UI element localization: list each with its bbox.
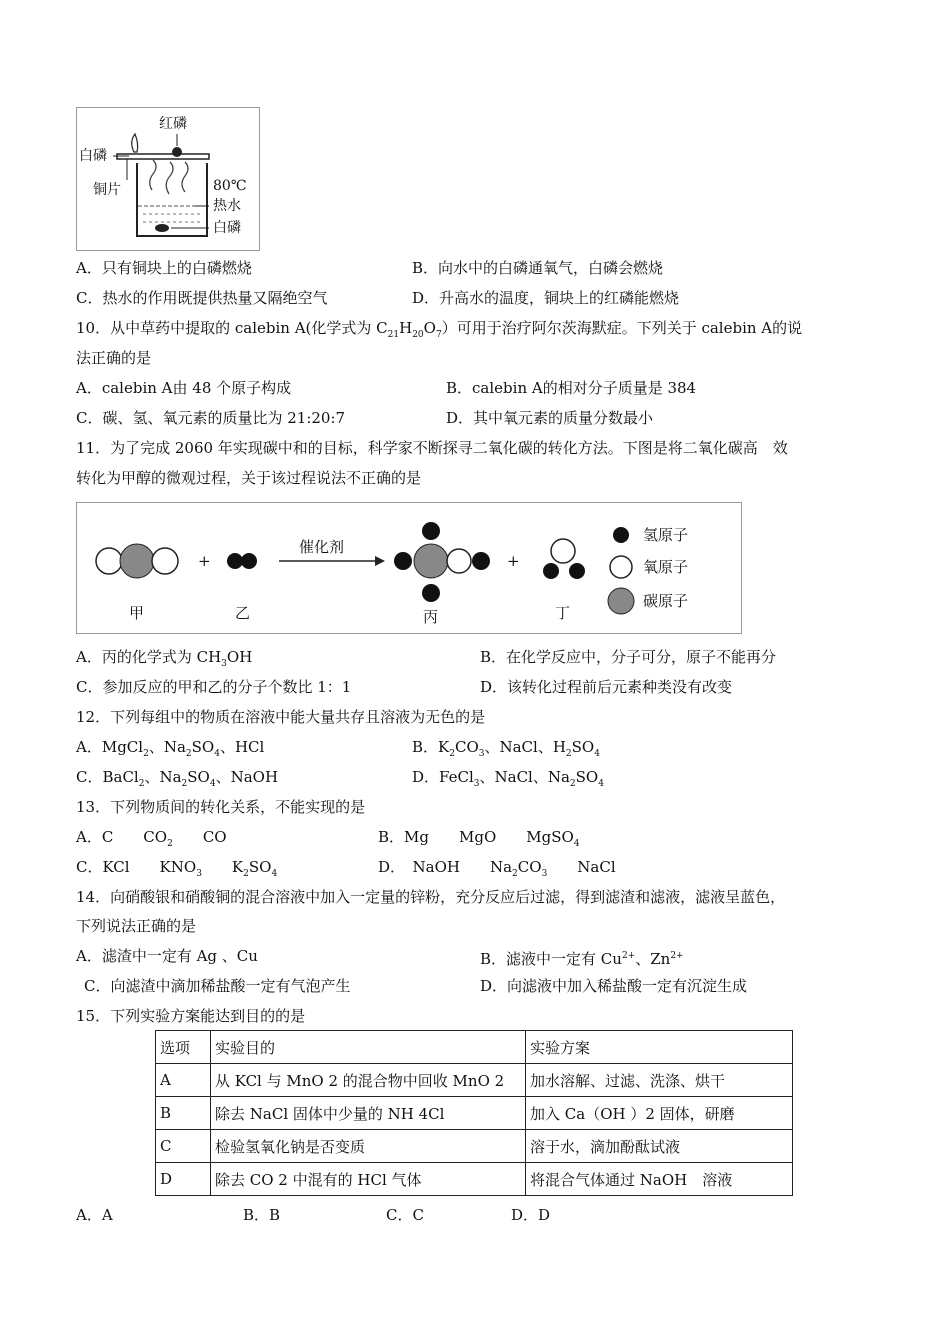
- table-cell-option: C: [156, 1130, 211, 1163]
- q14-sup: 2+: [621, 951, 636, 961]
- table-header-cell: 实验目的: [211, 1031, 526, 1064]
- q11-option-b: B．在化学反应中，分子可分，原子不能再分: [480, 648, 777, 666]
- q11-option-a-text: OH: [226, 648, 253, 666]
- q10-stem-line1: [76, 318, 802, 345]
- q14-option-a: A．滤渣中一定有 Ag 、Cu: [76, 947, 258, 965]
- q11-stem-line1: 11．为了完成 2060 年实现碳中和的目标，科学家不断探寻二氧化碳的转化方法。下图是将二氧化碳高 效: [76, 439, 788, 457]
- carbon-atom: [120, 544, 154, 578]
- legend-oxygen-swatch: [610, 556, 632, 578]
- q14-option-b-text: B．滤液中一定有 Cu: [480, 950, 622, 968]
- q10-option-c: C．碳、氢、氧元素的质量比为 21:20:7: [76, 409, 346, 427]
- q13-option-a: A．C $CO_2$ CO: [76, 828, 227, 849]
- label-red-phosphorus: 红磷: [159, 116, 187, 132]
- q13-option-d: D． NaOH $Na_2CO_3$ NaCl: [378, 858, 616, 879]
- molecular-reaction-svg: [77, 503, 741, 633]
- red-phosphorus: [172, 147, 182, 157]
- label-ding: 丁: [555, 604, 571, 622]
- q14-option-b-text: 、Zn: [635, 950, 671, 968]
- table-cell-plan: 将混合气体通过 NaOH 溶液: [526, 1163, 793, 1196]
- q13-option-b: B．Mg MgO MgSO$_4$: [378, 828, 580, 849]
- table-cell-goal: 检验氢氧化钠是否变质: [211, 1130, 526, 1163]
- q10-stem-text: ）可用于治疗阿尔茨海默症。下列关于 calebin A的说: [441, 319, 803, 337]
- oxygen-atom: [551, 539, 575, 563]
- copper-plate: [117, 154, 209, 159]
- label-copper: 铜片: [93, 182, 121, 198]
- q9-option-a: A．只有铜块上的白磷燃烧: [76, 259, 252, 277]
- q12-stem: 12．下列每组中的物质在溶液中能大量共存且溶液为无色的是: [76, 708, 486, 726]
- steam: [150, 160, 156, 190]
- plus-sign: +: [507, 552, 520, 570]
- q10-stem-text: 10．从中草药中提取的 calebin A(化学式为 C: [76, 319, 388, 337]
- q15-option-c: C．C: [386, 1206, 424, 1224]
- label-hot-water: 热水: [213, 198, 241, 214]
- q11-option-d: D．该转化过程前后元素种类没有改变: [480, 678, 733, 696]
- table-row: [156, 1163, 793, 1196]
- legend-oxygen-label: 氧原子: [643, 558, 689, 576]
- label-white-phosphorus-bottom: 白磷: [213, 220, 241, 236]
- q12-option-d: D．FeCl$_3$、NaCl、$Na_2SO_4$: [412, 768, 604, 789]
- q15-table: [155, 1030, 793, 1196]
- q11-stem-line2: 转化为甲醇的微观过程，关于该过程说法不正确的是: [76, 469, 422, 487]
- q12-option-a: A．MgCl$_2$、$Na_2SO_4$、HCl: [76, 738, 265, 759]
- flame-icon: [132, 134, 138, 152]
- carbon-atom: [414, 544, 448, 578]
- q11-option-a-text: A．丙的化学式为 CH: [76, 648, 222, 666]
- legend-carbon-swatch: [608, 588, 634, 614]
- table-cell-plan: 加入 Ca（OH ）2 固体，研磨: [526, 1097, 793, 1130]
- q14-option-c: C．向滤渣中滴加稀盐酸一定有气泡产生: [84, 977, 351, 995]
- table-row: [156, 1130, 793, 1163]
- q13-stem: 13．下列物质间的转化关系，不能实现的是: [76, 798, 366, 816]
- table-cell-option: B: [156, 1097, 211, 1130]
- oxygen-atom: [447, 549, 471, 573]
- legend-hydrogen-swatch: [613, 527, 629, 543]
- q10-sub: 7: [435, 330, 442, 340]
- legend-hydrogen-label: 氢原子: [643, 526, 689, 544]
- hydrogen-atom: [569, 563, 585, 579]
- steam: [182, 162, 188, 192]
- label-jia: 甲: [129, 604, 145, 622]
- q10-sub: 21: [387, 330, 400, 340]
- q10-option-a: A．calebin A由 48 个原子构成: [76, 379, 292, 397]
- label-white-phosphorus-top: 白磷: [79, 148, 107, 164]
- q11-option-c: C．参加反应的甲和乙的分子个数比 1：1: [76, 678, 352, 696]
- catalyst-label: 催化剂: [299, 538, 345, 556]
- table-cell-goal: 除去 CO 2 中混有的 HCl 气体: [211, 1163, 526, 1196]
- q9-option-c: C．热水的作用既提供热量又隔绝空气: [76, 289, 328, 307]
- q14-sup: 2+: [670, 951, 684, 961]
- table-row: [156, 1097, 793, 1130]
- q13-option-c: C．KCl $KNO_3$ $K_2SO_4$: [76, 858, 278, 879]
- table-row: [156, 1064, 793, 1097]
- q15-option-d: D．D: [511, 1206, 551, 1224]
- table-cell-plan: 加水溶解、过滤、洗涤、烘干: [526, 1064, 793, 1097]
- combustion-figure: [76, 107, 260, 251]
- q15-stem: 15．下列实验方案能达到目的的是: [76, 1007, 306, 1025]
- table-header-cell: 实验方案: [526, 1031, 793, 1064]
- table-cell-plan: 溶于水，滴加酚酞试液: [526, 1130, 793, 1163]
- q10-h: H: [399, 319, 413, 337]
- legend-carbon-label: 碳原子: [643, 592, 689, 610]
- table-header-row: [156, 1031, 793, 1064]
- q12-option-c: C．BaCl$_2$、$Na_2SO_4$、NaOH: [76, 768, 279, 789]
- q14-stem-line1: 14．向硝酸银和硝酸铜的混合溶液中加入一定量的锌粉，充分反应后过滤，得到滤渣和滤液，滤液呈蓝色，: [76, 888, 786, 906]
- hydrogen-atom: [422, 584, 440, 602]
- q14-option-b: [480, 946, 684, 969]
- hydrogen-atom: [394, 552, 412, 570]
- label-yi: 乙: [235, 604, 251, 622]
- hydrogen-atom: [422, 522, 440, 540]
- q9-option-b: B．向水中的白磷通氧气，白磷会燃烧: [412, 259, 664, 277]
- q10-option-b: B．calebin A的相对分子质量是 384: [446, 379, 697, 397]
- q11-option-a: [76, 647, 252, 674]
- q14-option-d: D．向滤液中加入稀盐酸一定有沉淀生成: [480, 977, 748, 995]
- label-bing: 丙: [423, 608, 439, 626]
- table-cell-goal: 从 KCl 与 MnO 2 的混合物中回收 MnO 2: [211, 1064, 526, 1097]
- arrow-head: [375, 556, 385, 566]
- q15-option-b: B．B: [243, 1206, 281, 1224]
- reaction-figure: [76, 502, 742, 634]
- q9-option-d: D．升高水的温度，铜块上的红磷能燃烧: [412, 289, 680, 307]
- q11-sub: 3: [221, 659, 227, 669]
- white-phosphorus-underwater: [155, 224, 169, 232]
- steam: [166, 162, 173, 194]
- q10-stem-line2: 法正确的是: [76, 349, 152, 367]
- table-header-cell: 选项: [156, 1031, 211, 1064]
- q12-option-b: B．$K_2CO_3$、NaCl、$H_2SO_4$: [412, 738, 600, 759]
- table-cell-option: D: [156, 1163, 211, 1196]
- hydrogen-atom: [543, 563, 559, 579]
- oxygen-atom: [96, 548, 122, 574]
- q10-sub: 20: [412, 330, 424, 340]
- table-cell-option: A: [156, 1064, 211, 1097]
- q10-option-d: D．其中氧元素的质量分数最小: [446, 409, 654, 427]
- oxygen-atom: [152, 548, 178, 574]
- table-cell-goal: 除去 NaCl 固体中少量的 NH 4Cl: [211, 1097, 526, 1130]
- plus-sign: +: [198, 552, 211, 570]
- label-temperature: 80℃: [213, 178, 247, 194]
- q15-option-a: A．A: [76, 1206, 113, 1224]
- hydrogen-atom: [241, 553, 257, 569]
- hydrogen-atom: [227, 553, 243, 569]
- q10-o: O: [423, 319, 436, 337]
- hydrogen-atom: [472, 552, 490, 570]
- q14-stem-line2: 下列说法正确的是: [76, 917, 197, 935]
